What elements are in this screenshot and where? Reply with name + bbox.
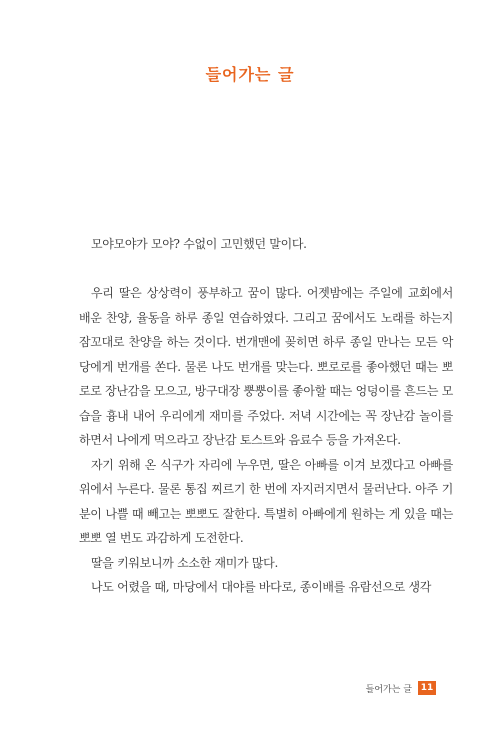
paragraph-5: 나도 어렸을 때, 마당에서 대야를 바다로, 종이배를 유람선으로 생각: [91, 580, 432, 594]
paragraph-1: 모야모야가 모야? 수없이 고민했던 말이다.: [91, 237, 307, 251]
paragraph-4: 딸을 키워보니까 소소한 재미가 많다.: [91, 555, 278, 570]
page-number: 11: [418, 681, 436, 695]
paragraph-3: 자기 위해 온 식구가 자리에 누우면, 딸은 아빠를 이겨 보겠다고 아빠를 위에서 누른다. 물론 통집 찌르기 한 번에 자지러지면서 물러난다. 아주 기분이 나쁠 때 빼고는 뽀뽀도 잘한다. 특별히 아빠에게 원하는 게 있을 때는 뽀뽀 열 번도 과감하게 도전한다.: [79, 457, 453, 545]
running-title: 들어가는 글: [365, 684, 412, 695]
chapter-title: 들어가는 글: [205, 65, 295, 84]
page-footer: [366, 681, 436, 695]
body-text: [79, 232, 453, 600]
paragraph-2: 우리 딸은 상상력이 풍부하고 꿈이 많다. 어젯밤에는 주일에 교회에서 배운 찬양, 율동을 하루 종일 연습하였다. 그리고 꿈에서도 노래를 하는지 잠꼬대로 찬양을 하는 것이다. 번개맨에 꽂히면 하루 종일 만나는 모든 악당에게 번개를 쏜다. 물론 나도 번개를 맞는다. 뽀로로를 좋아했던 때는 뽀로로 장난감을 모으고, 방구대장 뿡뿡이를 좋아할 때는 엉덩이를 흔드는 모습을 흉내 내어 우리에게 재미를 주었다. 저녁 시간에는 꼭 장난감 놀이를 하면서 나에게 먹으라고 장난감 토스트와 음료수 등을 가져온다.: [79, 286, 453, 447]
